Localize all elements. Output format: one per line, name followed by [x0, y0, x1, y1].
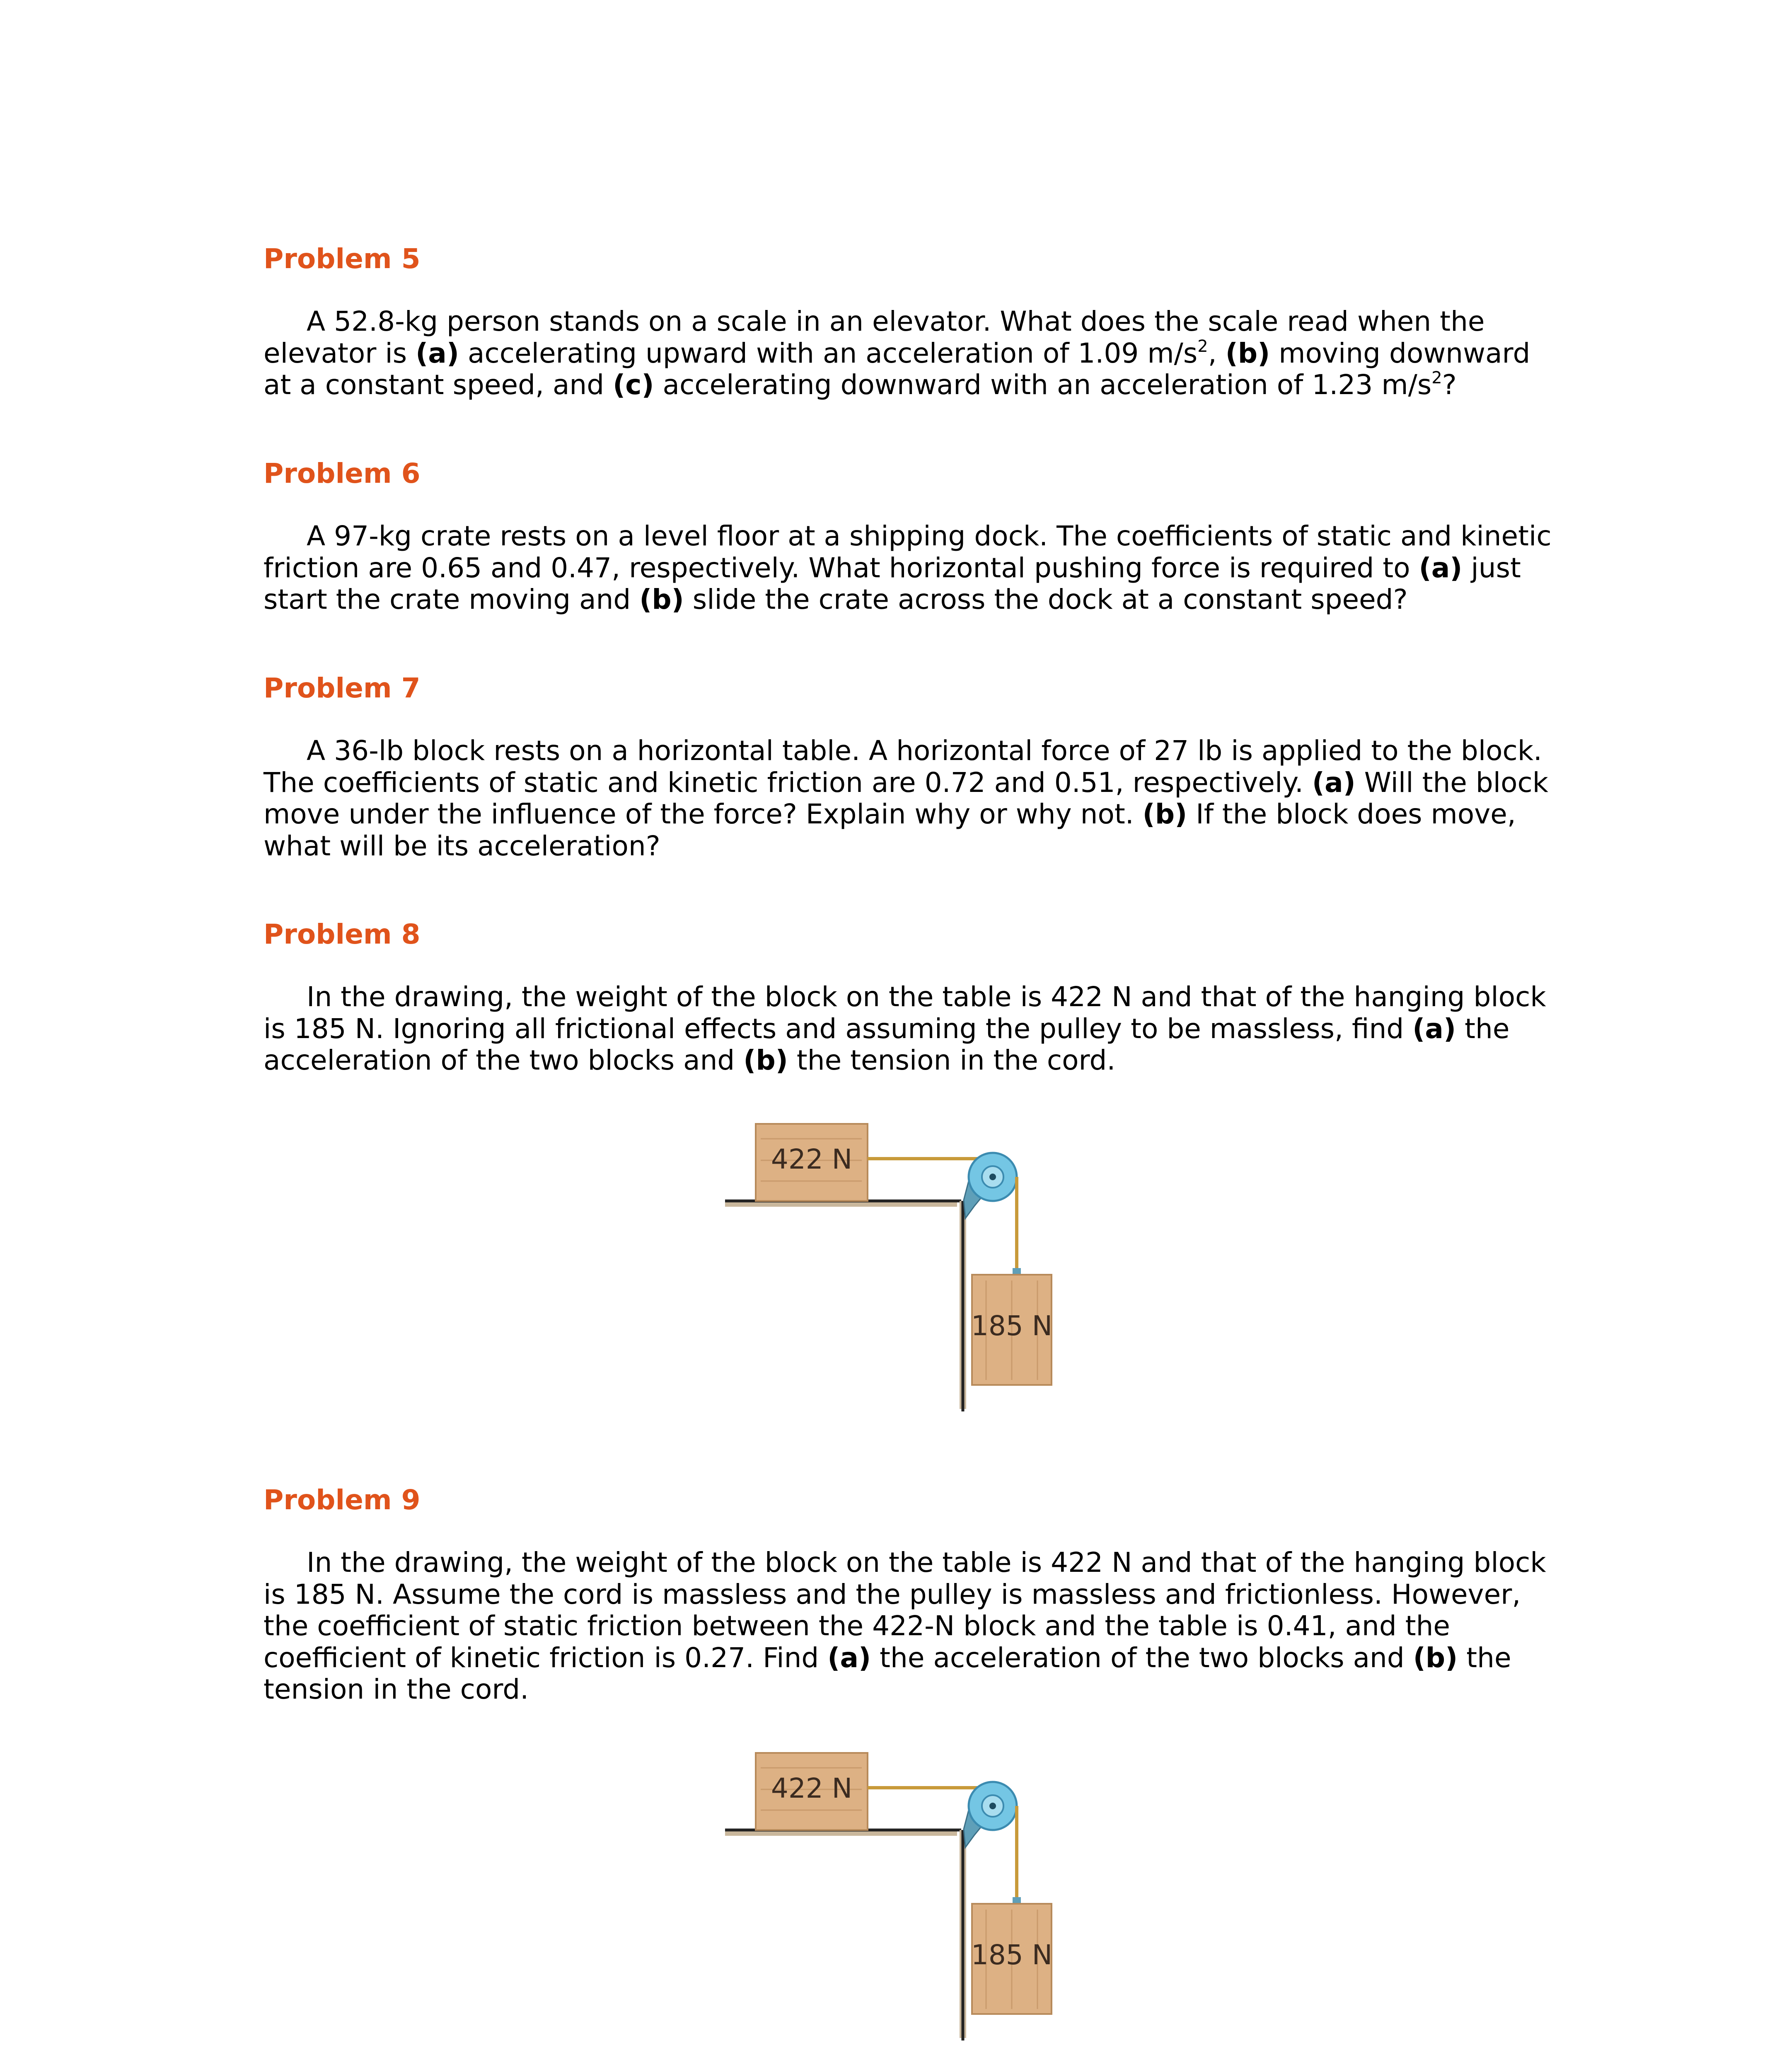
text-run: the tension in the cord.	[788, 1044, 1116, 1076]
hanging-block	[971, 1904, 1052, 2014]
text-run: the	[1458, 1641, 1511, 1674]
problem-9-figure	[721, 1748, 1061, 2046]
part-label: (b)	[639, 583, 684, 615]
text-line	[264, 584, 1548, 616]
text-line	[264, 338, 1548, 370]
text-line	[264, 1045, 1548, 1077]
problem-5-heading: Problem 5	[264, 243, 421, 275]
problem-9-text	[264, 1547, 1548, 1706]
part-label: (b)	[1142, 798, 1187, 830]
text-run: In the drawing, the weight of the block on the table is 422 N and that of the hanging block	[307, 981, 1546, 1013]
text-run: If the block does move,	[1187, 798, 1516, 830]
problem-9-heading: Problem 9	[264, 1484, 421, 1516]
text-line	[264, 520, 1552, 552]
problem-8-figure	[721, 1119, 1061, 1417]
text-run: moving downward	[1270, 337, 1530, 369]
text-run: friction are 0.65 and 0.47, respectively. What horizontal pushing force is required to	[264, 552, 1419, 584]
text-run: In the drawing, the weight of the block on the table is 422 N and that of the hanging block	[307, 1547, 1546, 1578]
part-label: (a)	[1312, 766, 1356, 799]
part-label: (b)	[1225, 337, 1270, 369]
text-run: acceleration of the two blocks and	[264, 1044, 744, 1076]
text-run: A 97-kg crate rests on a level floor at a shipping dock. The coefficients of static and kinetic	[307, 520, 1552, 552]
text-line	[264, 369, 1548, 401]
text-line	[264, 830, 1548, 862]
part-label: (a)	[827, 1641, 871, 1674]
text-run: tension in the cord.	[264, 1673, 529, 1705]
part-label: (a)	[1419, 552, 1463, 584]
text-run: the	[1456, 1012, 1510, 1045]
text-line	[264, 735, 1548, 767]
pulley-diagram	[721, 1748, 1061, 2046]
text-run: accelerating downward with an acceleration of 1.23 m/s	[654, 369, 1432, 401]
problem-5-text	[264, 306, 1548, 401]
hanging-block-label: 185 N	[971, 1939, 1053, 1971]
text-line	[264, 1579, 1548, 1611]
hook	[1013, 1268, 1021, 1275]
table-block-label: 422 N	[771, 1143, 853, 1176]
hanging-block-label: 185 N	[971, 1310, 1053, 1342]
hanging-block	[971, 1275, 1052, 1385]
text-run: start the crate moving and	[264, 583, 640, 615]
pulley-wheel	[969, 1782, 1017, 1830]
text-run: A 52.8-kg person stands on a scale in an elevator. What does the scale read when the	[307, 305, 1485, 337]
problem-7-text	[264, 735, 1548, 862]
part-label: (a)	[1412, 1012, 1456, 1045]
text-run: The coefficients of static and kinetic friction are 0.72 and 0.51, respectively.	[264, 766, 1312, 799]
text-line	[264, 981, 1548, 1013]
part-label: (c)	[613, 369, 654, 401]
text-run: A 36-lb block rests on a horizontal table. A horizontal force of 27 lb is applied to the block.	[307, 735, 1542, 767]
part-label: (b)	[743, 1044, 788, 1076]
text-run: at a constant speed, and	[264, 369, 613, 401]
text-line	[264, 1674, 1548, 1706]
text-run: what will be its acceleration?	[264, 830, 660, 862]
superscript: 2	[1431, 368, 1442, 387]
text-run: the coefficient of static friction between the 422-N block and the table is 0.41, and the	[264, 1610, 1451, 1642]
text-run: ?	[1442, 369, 1457, 401]
table-block-label: 422 N	[771, 1772, 853, 1805]
text-run: move under the influence of the force? Explain why or why not.	[264, 798, 1143, 830]
text-run: is 185 N. Assume the cord is massless and the pulley is massless and frictionless. However,	[264, 1578, 1521, 1610]
hook	[1013, 1897, 1021, 1904]
superscript: 2	[1197, 336, 1208, 356]
problem-8-heading: Problem 8	[264, 918, 421, 950]
problem-6-text	[264, 520, 1552, 616]
table-block	[756, 1124, 868, 1201]
text-line	[264, 552, 1548, 584]
part-label: (b)	[1413, 1641, 1458, 1674]
text-run: is 185 N. Ignoring all frictional effects and assuming the pulley to be massless, find	[264, 1012, 1413, 1045]
text-line	[264, 767, 1548, 799]
text-run: just	[1462, 552, 1521, 584]
text-line	[264, 1013, 1548, 1045]
problem-6-heading: Problem 6	[264, 457, 421, 489]
text-line	[264, 1610, 1548, 1642]
text-run: ,	[1208, 337, 1226, 369]
pulley-wheel	[969, 1153, 1017, 1201]
table-block	[756, 1753, 868, 1830]
text-run: Will the block	[1355, 766, 1548, 799]
problem-8-text	[264, 981, 1548, 1077]
text-run: coefficient of kinetic friction is 0.27. Find	[264, 1641, 828, 1674]
text-line	[264, 1642, 1548, 1674]
text-run: accelerating upward with an acceleration of 1.09 m/s	[459, 337, 1198, 369]
text-run: elevator is	[264, 337, 416, 369]
text-line	[264, 799, 1548, 830]
part-label: (a)	[416, 337, 459, 369]
text-run: slide the crate across the dock at a constant speed?	[684, 583, 1408, 615]
text-line	[264, 306, 1548, 338]
pulley-diagram	[721, 1119, 1061, 1417]
problem-7-heading: Problem 7	[264, 672, 421, 704]
text-line	[264, 1547, 1548, 1579]
text-run: the acceleration of the two blocks and	[871, 1641, 1413, 1674]
